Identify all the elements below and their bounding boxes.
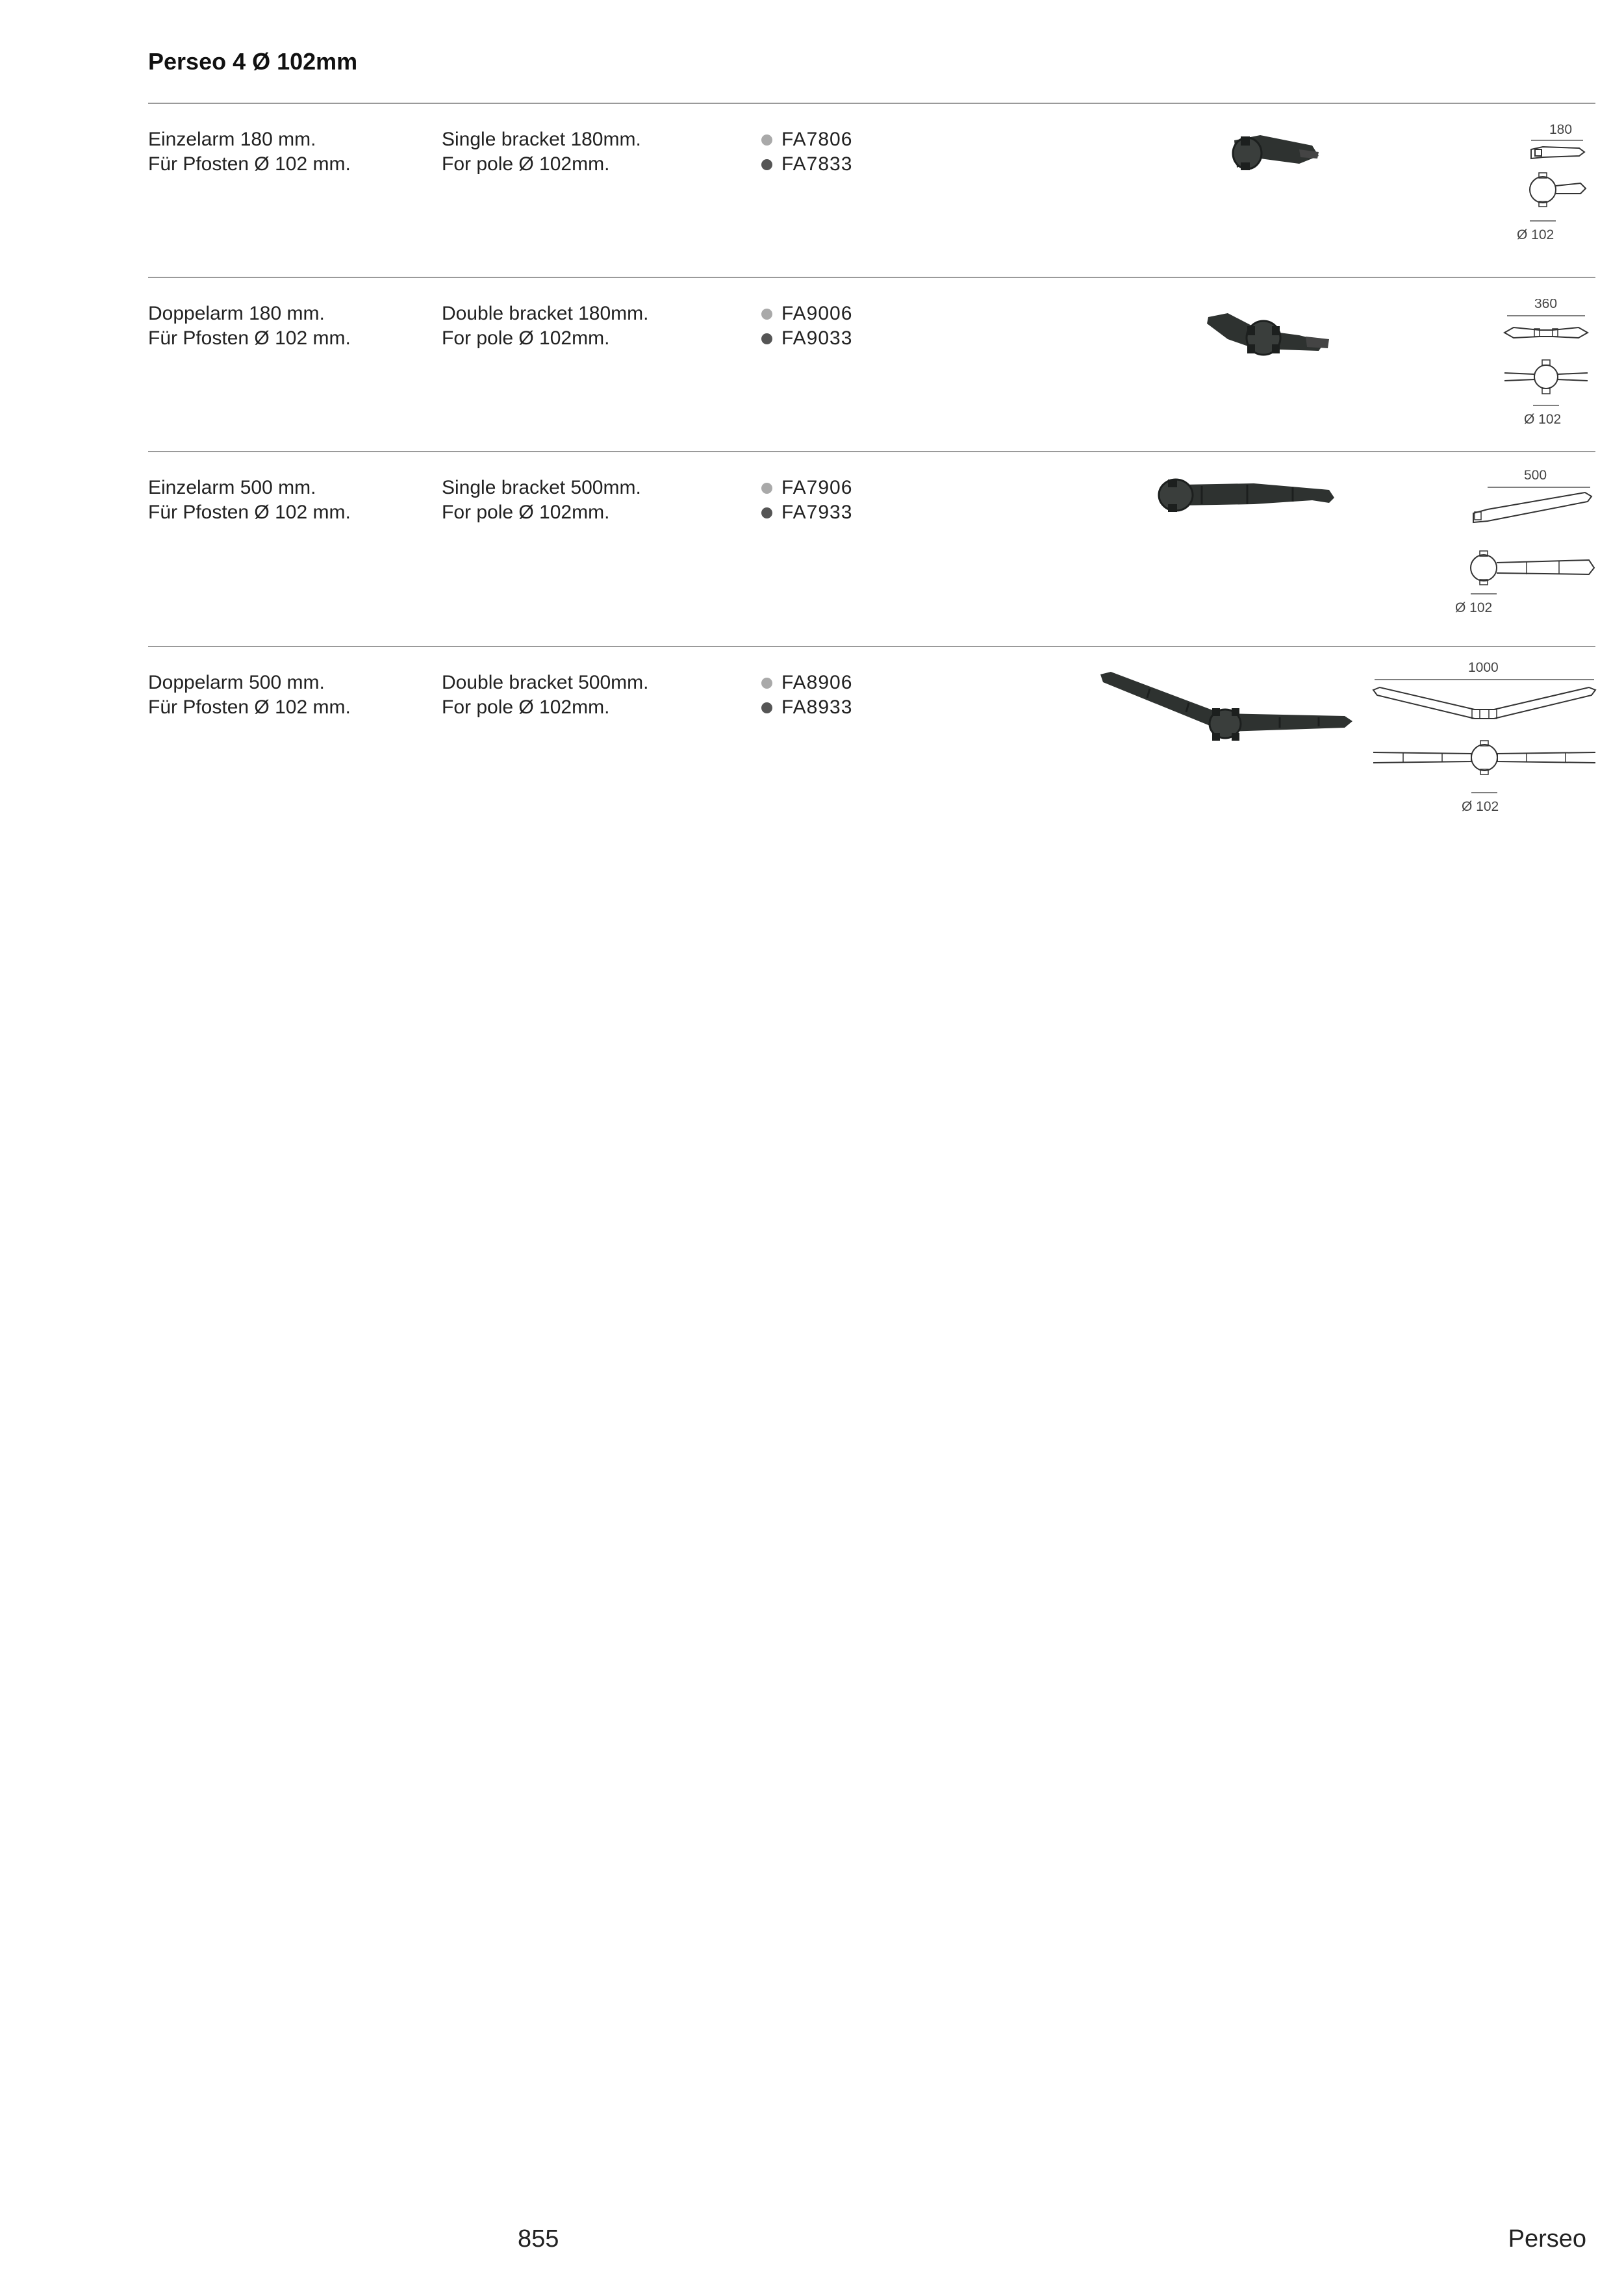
english-name: Single bracket 180mm. <box>442 129 641 150</box>
article-codes <box>761 476 852 525</box>
german-description <box>148 476 351 525</box>
divider <box>148 277 1595 278</box>
light-grey-dot-icon <box>761 483 772 494</box>
german-description <box>148 127 351 177</box>
code-dark-finish: FA7933 <box>761 500 852 525</box>
german-description <box>148 301 351 351</box>
length-dimension-label: 360 <box>1534 299 1558 311</box>
diameter-dimension-label: Ø 102 <box>1455 600 1493 615</box>
product-photo <box>1221 127 1325 179</box>
english-name: Single bracket 500mm. <box>442 477 641 498</box>
english-description <box>442 476 641 525</box>
page-number: 855 <box>518 2225 559 2253</box>
article-codes <box>761 671 852 720</box>
length-dimension-label: 1000 <box>1468 660 1499 675</box>
divider <box>148 646 1595 647</box>
german-description <box>148 671 351 720</box>
dark-grey-dot-icon <box>761 507 772 518</box>
product-line-name: Perseo <box>1508 2225 1586 2253</box>
german-pole: Für Pfosten Ø 102 mm. <box>148 502 351 523</box>
diameter-dimension-label: Ø 102 <box>1524 412 1562 427</box>
code-light-finish: FA9006 <box>761 301 852 326</box>
article-codes <box>761 301 852 351</box>
german-name: Doppelarm 500 mm. <box>148 672 325 693</box>
divider <box>148 103 1595 104</box>
code-dark-finish: FA7833 <box>761 152 852 177</box>
product-photo <box>1156 472 1338 524</box>
divider <box>148 451 1595 452</box>
product-photo <box>1202 304 1332 369</box>
light-grey-dot-icon <box>761 309 772 320</box>
english-description <box>442 301 649 351</box>
diameter-dimension-label: Ø 102 <box>1462 799 1499 814</box>
english-name: Double bracket 500mm. <box>442 672 649 693</box>
german-pole: Für Pfosten Ø 102 mm. <box>148 153 351 175</box>
code-dark-finish: FA8933 <box>761 695 852 720</box>
length-dimension-label: 500 <box>1524 470 1547 483</box>
german-name: Doppelarm 180 mm. <box>148 303 325 324</box>
german-name: Einzelarm 180 mm. <box>148 129 316 150</box>
page-title: Perseo 4 Ø 102mm <box>148 48 358 75</box>
technical-drawing <box>1455 470 1598 626</box>
code-light-finish: FA7906 <box>761 476 852 500</box>
technical-drawing <box>1494 299 1598 435</box>
code-light-finish: FA7806 <box>761 127 852 152</box>
english-pole: For pole Ø 102mm. <box>442 153 610 175</box>
dark-grey-dot-icon <box>761 702 772 713</box>
english-description <box>442 127 641 177</box>
article-codes <box>761 127 852 177</box>
light-grey-dot-icon <box>761 678 772 689</box>
english-name: Double bracket 180mm. <box>442 303 649 324</box>
length-dimension-label: 180 <box>1549 123 1573 137</box>
code-dark-finish: FA9033 <box>761 326 852 351</box>
dark-grey-dot-icon <box>761 333 772 344</box>
code-light-finish: FA8906 <box>761 671 852 695</box>
light-grey-dot-icon <box>761 134 772 146</box>
dark-grey-dot-icon <box>761 159 772 170</box>
english-pole: For pole Ø 102mm. <box>442 327 610 349</box>
english-pole: For pole Ø 102mm. <box>442 696 610 718</box>
diameter-dimension-label: Ø 102 <box>1517 227 1554 242</box>
english-pole: For pole Ø 102mm. <box>442 502 610 523</box>
product-photo <box>1098 668 1358 759</box>
english-description <box>442 671 649 720</box>
german-pole: Für Pfosten Ø 102 mm. <box>148 696 351 718</box>
technical-drawing <box>1517 123 1595 247</box>
technical-drawing <box>1371 658 1598 826</box>
german-name: Einzelarm 500 mm. <box>148 477 316 498</box>
german-pole: Für Pfosten Ø 102 mm. <box>148 327 351 349</box>
